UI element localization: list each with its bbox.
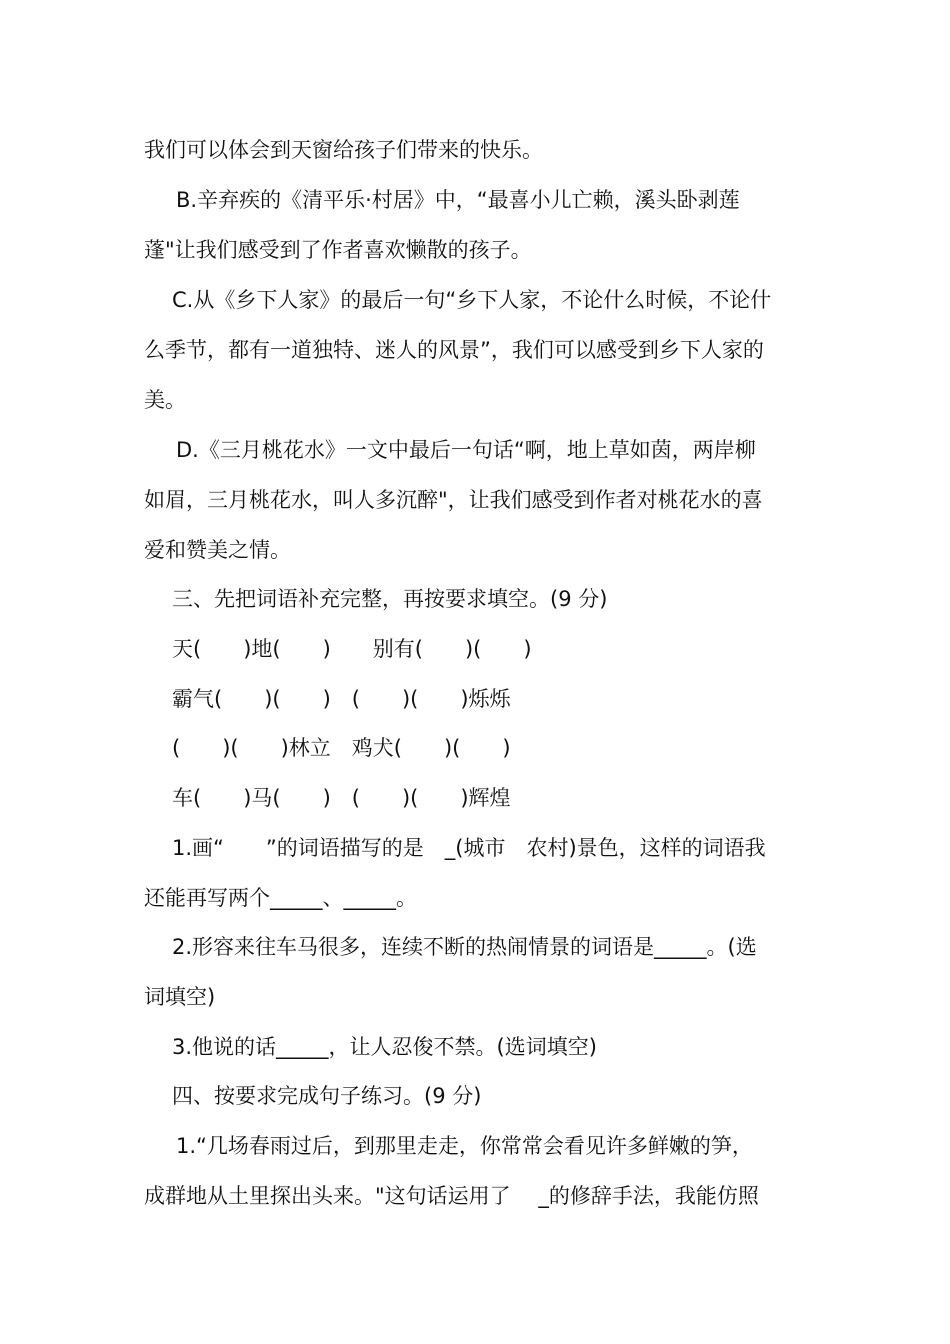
text-line: 如眉，三月桃花水，叫人多沉醉"，让我们感受到作者对桃花水的喜	[144, 488, 763, 512]
word-fill-row: ( )( )林立 鸡犬( )( )	[172, 736, 511, 760]
section-three-heading: 三、先把词语补充完整，再按要求填空。(9 分)	[172, 587, 608, 611]
text-line: 还能再写两个_____、_____。	[144, 886, 417, 910]
question-4-1: 1.“几场春雨过后，到那里走走，你常常会看见许多鲜嫩的笋，	[176, 1134, 753, 1158]
option-b-line: B.辛弃疾的《清平乐·村居》中，“最喜小儿亡赖，溪头卧剥莲	[176, 188, 740, 212]
question-2: 2.形容来往车马很多，连续不断的热闹情景的词语是_____。(选	[172, 935, 757, 959]
section-four-heading: 四、按要求完成句子练习。(9 分)	[172, 1084, 482, 1108]
text-line: 蓬"让我们感受到了作者喜欢懒散的孩子。	[144, 238, 532, 262]
question-1: 1.画“ ”的词语描写的是 _(城市 农村)景色，这样的词语我	[172, 836, 766, 860]
text-line: 词填空)	[144, 985, 216, 1009]
text-line: 美。	[144, 388, 186, 412]
text-line: 么季节，都有一道独特、迷人的风景”，我们可以感受到乡下人家的	[144, 338, 764, 362]
text-line: 爱和赞美之情。	[144, 538, 291, 562]
question-3: 3.他说的话_____，让人忍俊不禁。(选词填空)	[172, 1035, 597, 1059]
option-d-line: D.《三月桃花水》一文中最后一句话“啊，地上草如茵，两岸柳	[176, 438, 756, 462]
text-line: 我们可以体会到天窗给孩子们带来的快乐。	[144, 138, 543, 162]
word-fill-row: 车( )马( ) ( )( )辉煌	[172, 786, 511, 810]
word-fill-row: 天( )地( ) 别有( )( )	[172, 637, 532, 661]
word-fill-row: 霸气( )( ) ( )( )烁烁	[172, 687, 511, 711]
text-line: 成群地从土里探出头来。"这句话运用了 _的修辞手法，我能仿照	[144, 1184, 759, 1208]
option-c-line: C.从《乡下人家》的最后一句“乡下人家，不论什么时候，不论什	[172, 288, 772, 312]
